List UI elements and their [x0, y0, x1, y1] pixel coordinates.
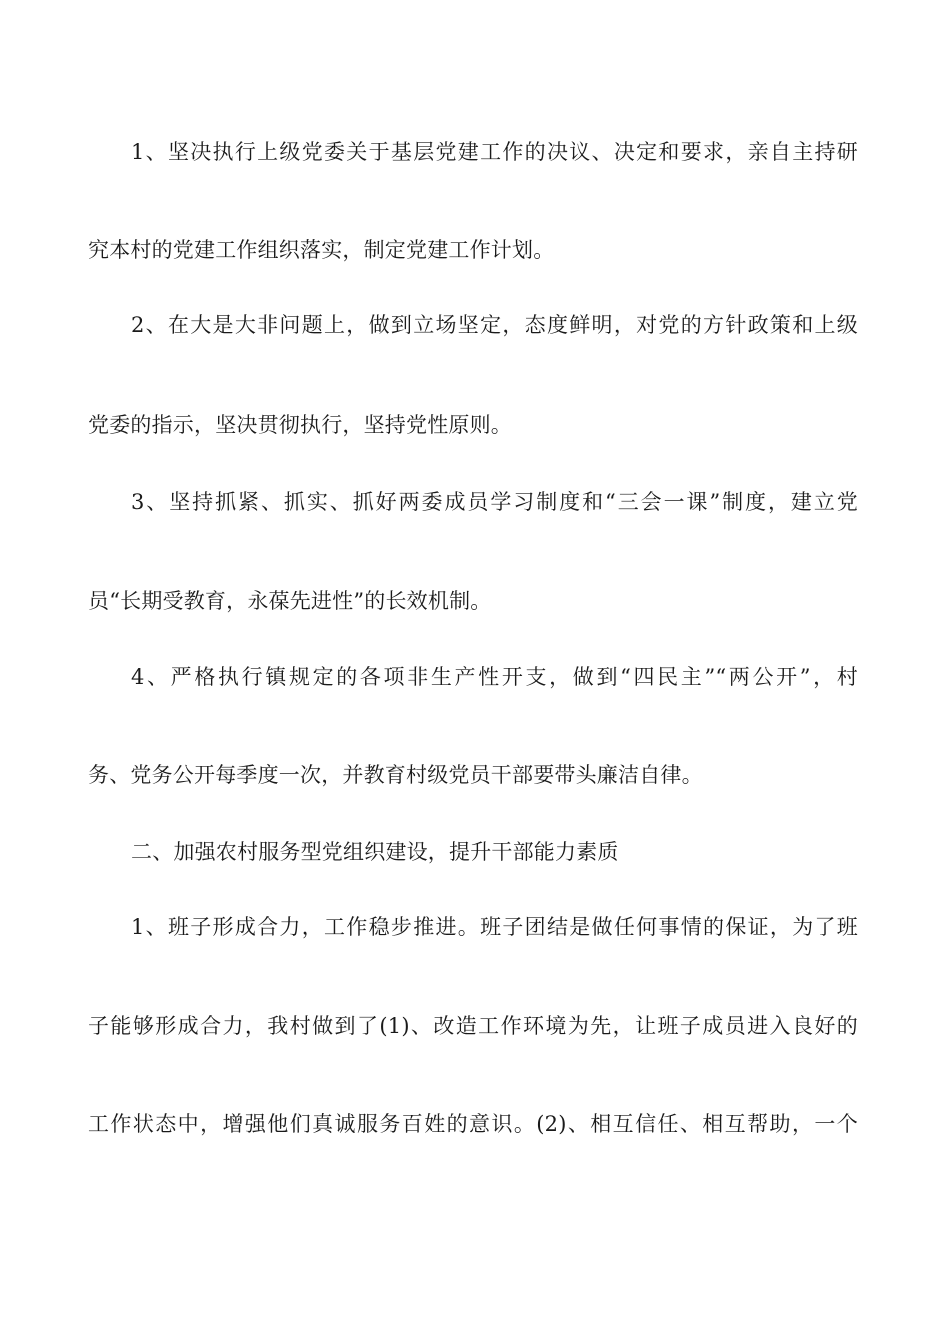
- paragraph-line: 务、党务公开每季度一次，并教育村级党员干部要带头廉洁自律。: [88, 763, 703, 787]
- paragraph-line: 工作状态中，增强他们真诚服务百姓的意识。(2)、相互信任、相互帮助，一个: [88, 1112, 858, 1136]
- paragraph-line: 4、严格执行镇规定的各项非生产性开支，做到“四民主”“两公开”，村: [131, 665, 858, 689]
- paragraph-line: 员“长期受教育，永葆先进性”的长效机制。: [88, 589, 492, 613]
- paragraph-line: 2、在大是大非问题上，做到立场坚定，态度鲜明，对党的方针政策和上级: [131, 313, 858, 337]
- paragraph-line: 1、坚决执行上级党委关于基层党建工作的决议、决定和要求，亲自主持研: [131, 140, 858, 164]
- section-heading: 二、加强农村服务型党组织建设，提升干部能力素质: [131, 840, 619, 864]
- paragraph-line: 3、坚持抓紧、抓实、抓好两委成员学习制度和“三会一课”制度，建立党: [131, 490, 858, 514]
- paragraph-line: 1、班子形成合力，工作稳步推进。班子团结是做任何事情的保证，为了班: [131, 915, 858, 939]
- paragraph-line: 子能够形成合力，我村做到了(1)、改造工作环境为先，让班子成员进入良好的: [88, 1014, 858, 1038]
- paragraph-line: 党委的指示，坚决贯彻执行，坚持党性原则。: [88, 413, 512, 437]
- paragraph-line: 究本村的党建工作组织落实，制定党建工作计划。: [88, 238, 555, 262]
